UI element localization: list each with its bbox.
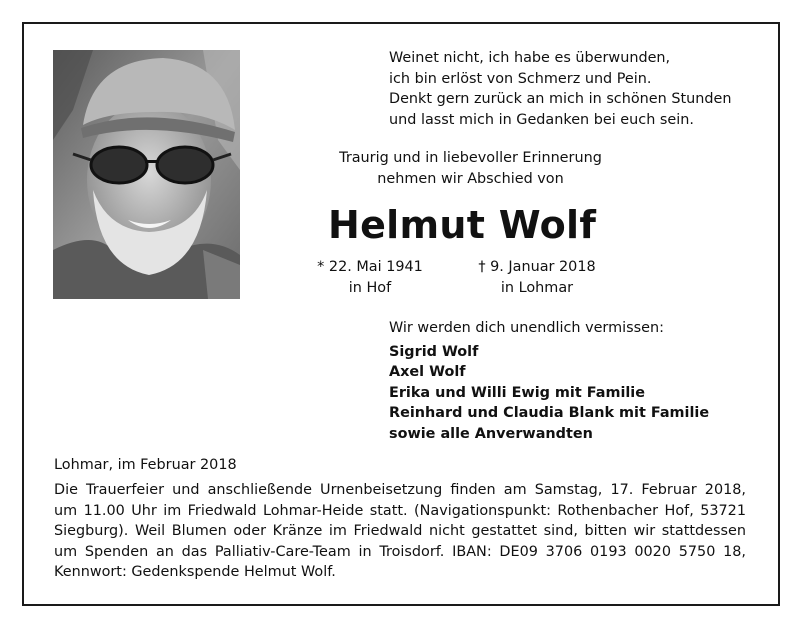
mourner-name: Axel Wolf — [389, 364, 466, 381]
death-info — [472, 257, 602, 298]
poem-line: Weinet nicht, ich habe es überwunden, — [389, 50, 671, 66]
place-date: Lohmar, im Februar 2018 — [54, 457, 237, 473]
intro-line-2: nehmen wir Abschied von — [377, 170, 564, 187]
intro-line-1: Traurig und in liebevoller Erinnerung — [339, 150, 602, 166]
mourner-name: sowie alle Anverwandten — [389, 425, 593, 442]
birth-date: * 22. Mai 1941 — [317, 259, 423, 275]
notice-line: um 11.00 Uhr im Friedwald Lohmar-Heide statt. (Navigationspunkt: Rothenbacher Hof, 53721 — [54, 502, 746, 519]
poem — [389, 48, 731, 130]
mourner-name: Reinhard und Claudia Blank mit Familie — [389, 405, 710, 422]
mourner-name: Erika und Willi Ewig mit Familie — [389, 384, 646, 401]
poem-line: ich bin erlöst von Schmerz und Pein. — [389, 70, 652, 87]
death-place: in Lohmar — [500, 279, 574, 296]
poem-line: Denkt gern zurück an mich in schönen Stunden — [389, 91, 732, 107]
deceased-name: Helmut Wolf — [328, 203, 597, 247]
mourners-list — [389, 342, 709, 444]
mourner-name: Sigrid Wolf — [389, 344, 479, 360]
birth-info — [314, 257, 426, 298]
funeral-notice — [54, 480, 746, 583]
portrait-photo — [53, 50, 240, 299]
notice-line: Die Trauerfeier und anschließende Urnenbeisetzung finden am Samstag, 17. Februar 2018, — [54, 482, 746, 498]
notice-line: Kennwort: Gedenkspende Helmut Wolf. — [54, 564, 336, 580]
mourners-heading: Wir werden dich unendlich vermissen: — [389, 320, 664, 336]
poem-line: und lasst mich in Gedanken bei euch sein. — [389, 111, 694, 128]
birth-place: in Hof — [348, 279, 392, 296]
death-date: † 9. Januar 2018 — [478, 259, 596, 275]
notice-line: Siegburg). Weil Blumen oder Kränze im Friedwald nicht gestattet sind, bitten wir stattdessen — [54, 523, 746, 539]
intro-text — [318, 148, 623, 189]
notice-line: um Spenden an das Palliativ-Care-Team in Troisdorf. IBAN: DE09 3706 0193 0020 5750 18, — [54, 543, 746, 560]
